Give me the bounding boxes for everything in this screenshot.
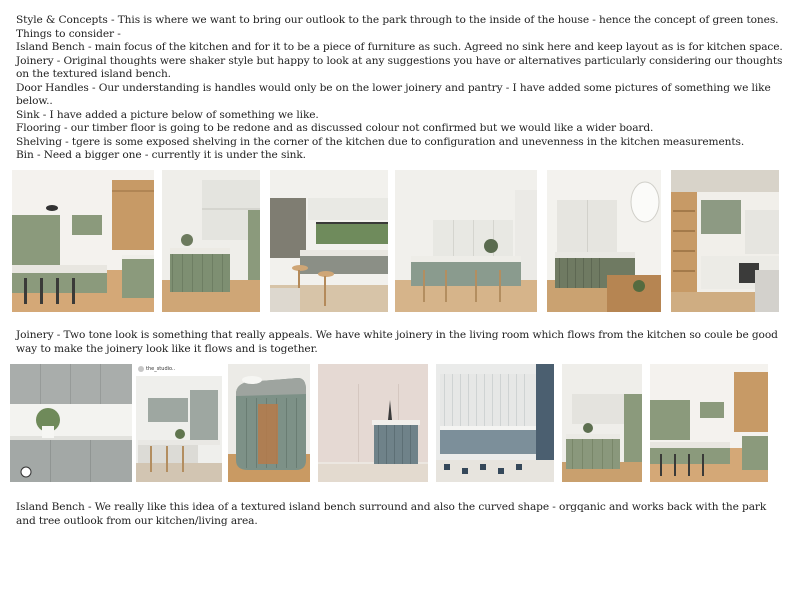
photo-white-sage-island <box>162 170 260 312</box>
photo-curved-island-pendant <box>547 170 661 312</box>
photo-blue-fluted-kitchen <box>436 364 554 482</box>
photo-curved-fluted-island <box>228 364 310 482</box>
photo-white-green-island <box>395 170 537 312</box>
note-bin: Bin - Need a bigger one - currently it is under the sink. <box>16 149 306 161</box>
photo-sage-timber-kitchen <box>12 170 154 312</box>
note-shelving: Shelving - tgere is some exposed shelving in the corner of the kitchen due to configuration and unevenness in the kitchen measurements. <box>16 135 745 148</box>
photo-sage-island-timber <box>562 364 642 482</box>
design-notes <box>16 14 786 163</box>
photo-sage-timber-kitchen-2 <box>650 364 768 482</box>
photo-instagram-kitchen <box>136 364 222 482</box>
photo-open-shelving-kitchen <box>671 170 779 312</box>
note-flooring: Flooring - our timber floor is going to be redone and as discussed colour not confirmed but we would like a wider board. <box>16 122 654 134</box>
instagram-handle-label: the_studio.. <box>146 366 176 372</box>
photo-window-stools-kitchen <box>270 170 388 312</box>
caption-island-bench: Island Bench - We really like this idea of a textured island bench surround and also the curved shape - orgqanic and works back with the park and tree outlook from our kitchen/living area. <box>16 501 767 527</box>
note-style-concepts: Style & Concepts - This is where we want to bring our outlook to the park through to the inside of the house - hence the concept of green tones. <box>16 14 779 26</box>
note-things-to-consider: Things to consider - <box>16 27 121 40</box>
note-door-handles: Door Handles - Our understanding is handles would only be on the lower joinery and pantry - I have added some pictures of something we like below.. <box>16 81 771 107</box>
photo-blush-fluted-island <box>318 364 428 482</box>
note-island-bench: Island Bench - main focus of the kitchen and for it to be a piece of furniture as such. Agreed no sink here and keep layout as is for kitchen space. <box>16 41 783 53</box>
note-sink: Sink - I have added a picture below of something we like. <box>16 108 319 121</box>
caption-joinery-two-tone: Joinery - Two tone look is something that really appeals. We have white joinery in the living room which flows from the kitchen so coule be good way to make the joinery look like it flows and is together. <box>16 329 778 355</box>
note-joinery: Joinery - Original thoughts were shaker style but happy to look at any suggestions you have or alternatives particularly considering our thoughts on the textured island bench. <box>16 54 783 80</box>
photo-grey-joinery-plant <box>10 364 132 482</box>
